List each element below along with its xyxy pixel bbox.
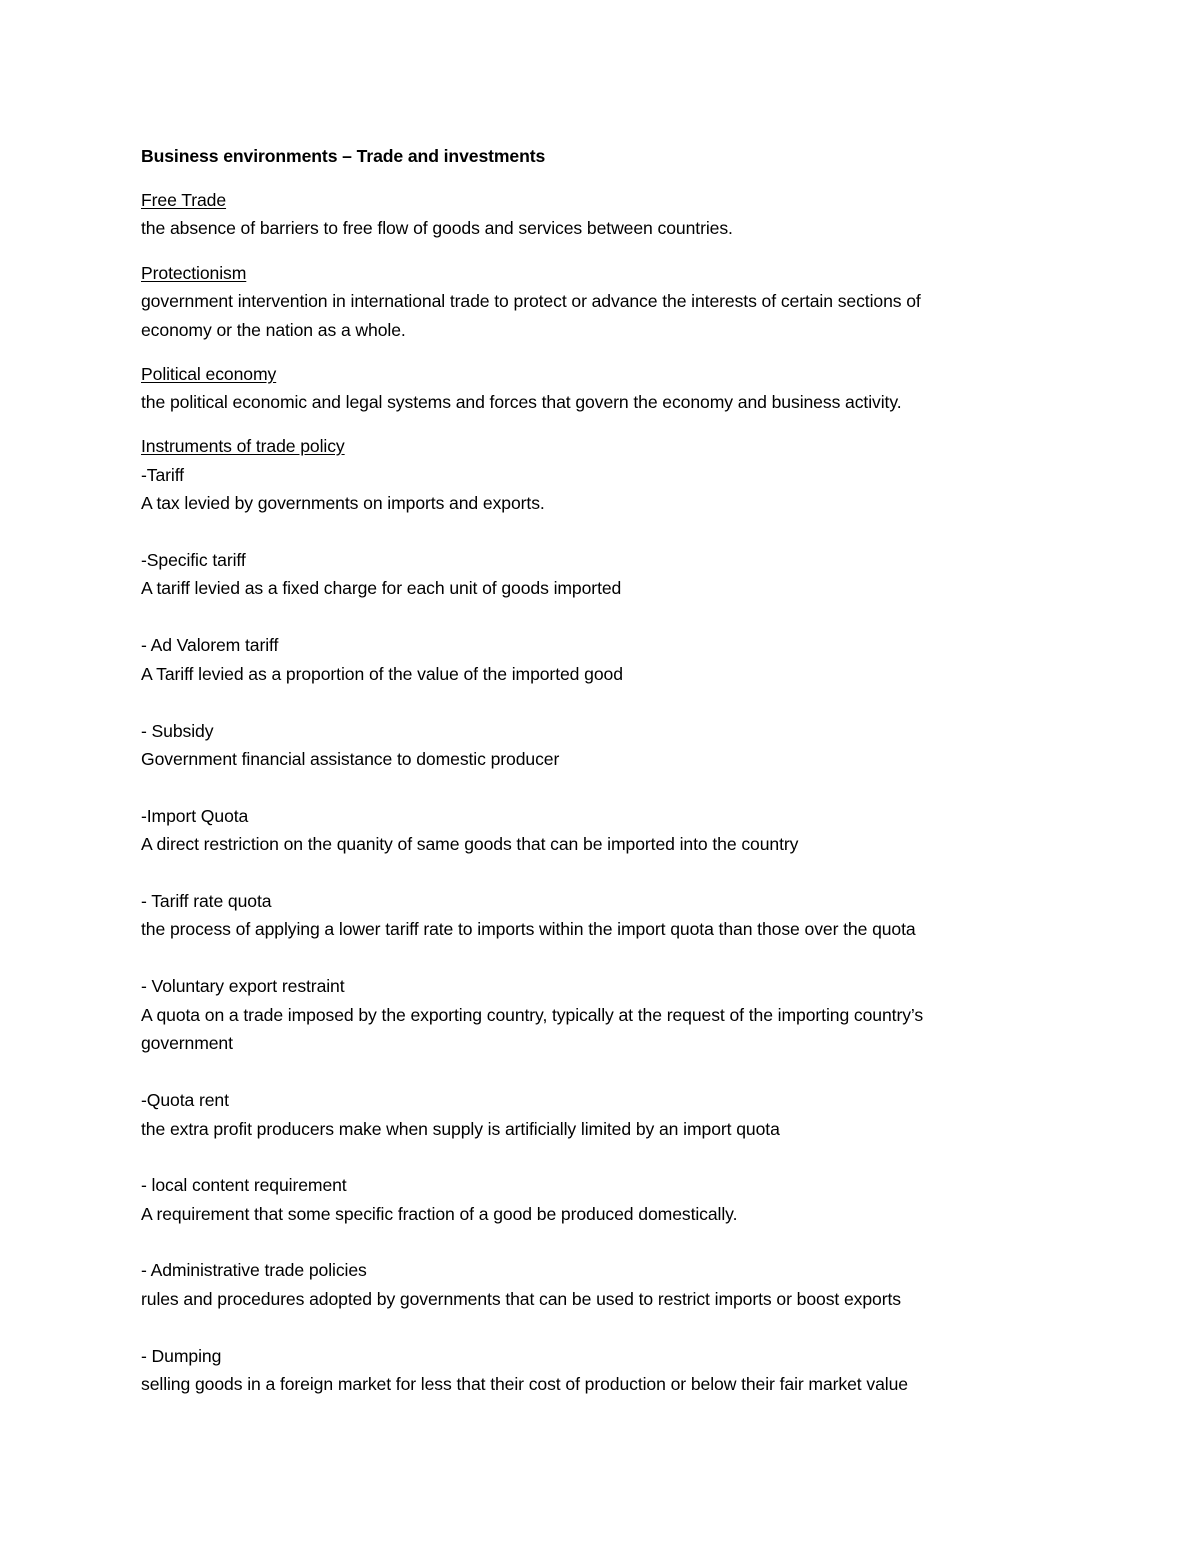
section-heading-protectionism: Protectionism [141,263,247,283]
term-ad-valorem-tariff: - Ad Valorem tariff [141,635,279,655]
definition-protectionism-line-1: government intervention in international trade to protect or advance the interests of certain sections of [141,291,921,311]
definition-political-economy: the political economic and legal systems and forces that govern the economy and business activity. [141,392,902,412]
definition-import-quota: A direct restriction on the quanity of same goods that can be imported into the country [141,834,799,854]
definition-administrative-trade-policies: rules and procedures adopted by governments that can be used to restrict imports or boost exports [141,1289,901,1309]
term-tariff-rate-quota: - Tariff rate quota [141,891,272,911]
term-subsidy: - Subsidy [141,721,214,741]
definition-tariff: A tax levied by governments on imports and exports. [141,493,545,513]
definition-tariff-rate-quota: the process of applying a lower tariff rate to imports within the import quota than those over the quota [141,919,916,939]
definition-local-content-requirement: A requirement that some specific fraction of a good be produced domestically. [141,1204,738,1224]
term-dumping: - Dumping [141,1346,222,1366]
term-specific-tariff: -Specific tariff [141,550,246,570]
definition-protectionism-line-2: economy or the nation as a whole. [141,320,406,340]
section-heading-political-economy: Political economy [141,364,277,384]
term-tariff: -Tariff [141,465,184,485]
section-heading-instruments: Instruments of trade policy [141,436,345,456]
definition-quota-rent: the extra profit producers make when supply is artificially limited by an import quota [141,1119,780,1139]
section-heading-free-trade: Free Trade [141,190,227,210]
term-voluntary-export-restraint: - Voluntary export restraint [141,976,345,996]
definition-specific-tariff: A tariff levied as a fixed charge for each unit of goods imported [141,578,622,598]
definition-dumping: selling goods in a foreign market for less that their cost of production or below their fair market value [141,1374,908,1394]
term-local-content-requirement: - local content requirement [141,1175,347,1195]
term-administrative-trade-policies: - Administrative trade policies [141,1260,367,1280]
definition-ad-valorem-tariff: A Tariff levied as a proportion of the value of the imported good [141,664,623,684]
definition-voluntary-export-restraint-line-2: government [141,1033,233,1053]
definition-voluntary-export-restraint-line-1: A quota on a trade imposed by the exporting country, typically at the request of the importing country’s [141,1005,924,1025]
definition-free-trade: the absence of barriers to free flow of goods and services between countries. [141,218,733,238]
term-quota-rent: -Quota rent [141,1090,229,1110]
term-import-quota: -Import Quota [141,806,249,826]
document-title: Business environments – Trade and investments [141,146,546,166]
definition-subsidy: Government financial assistance to domestic producer [141,749,560,769]
